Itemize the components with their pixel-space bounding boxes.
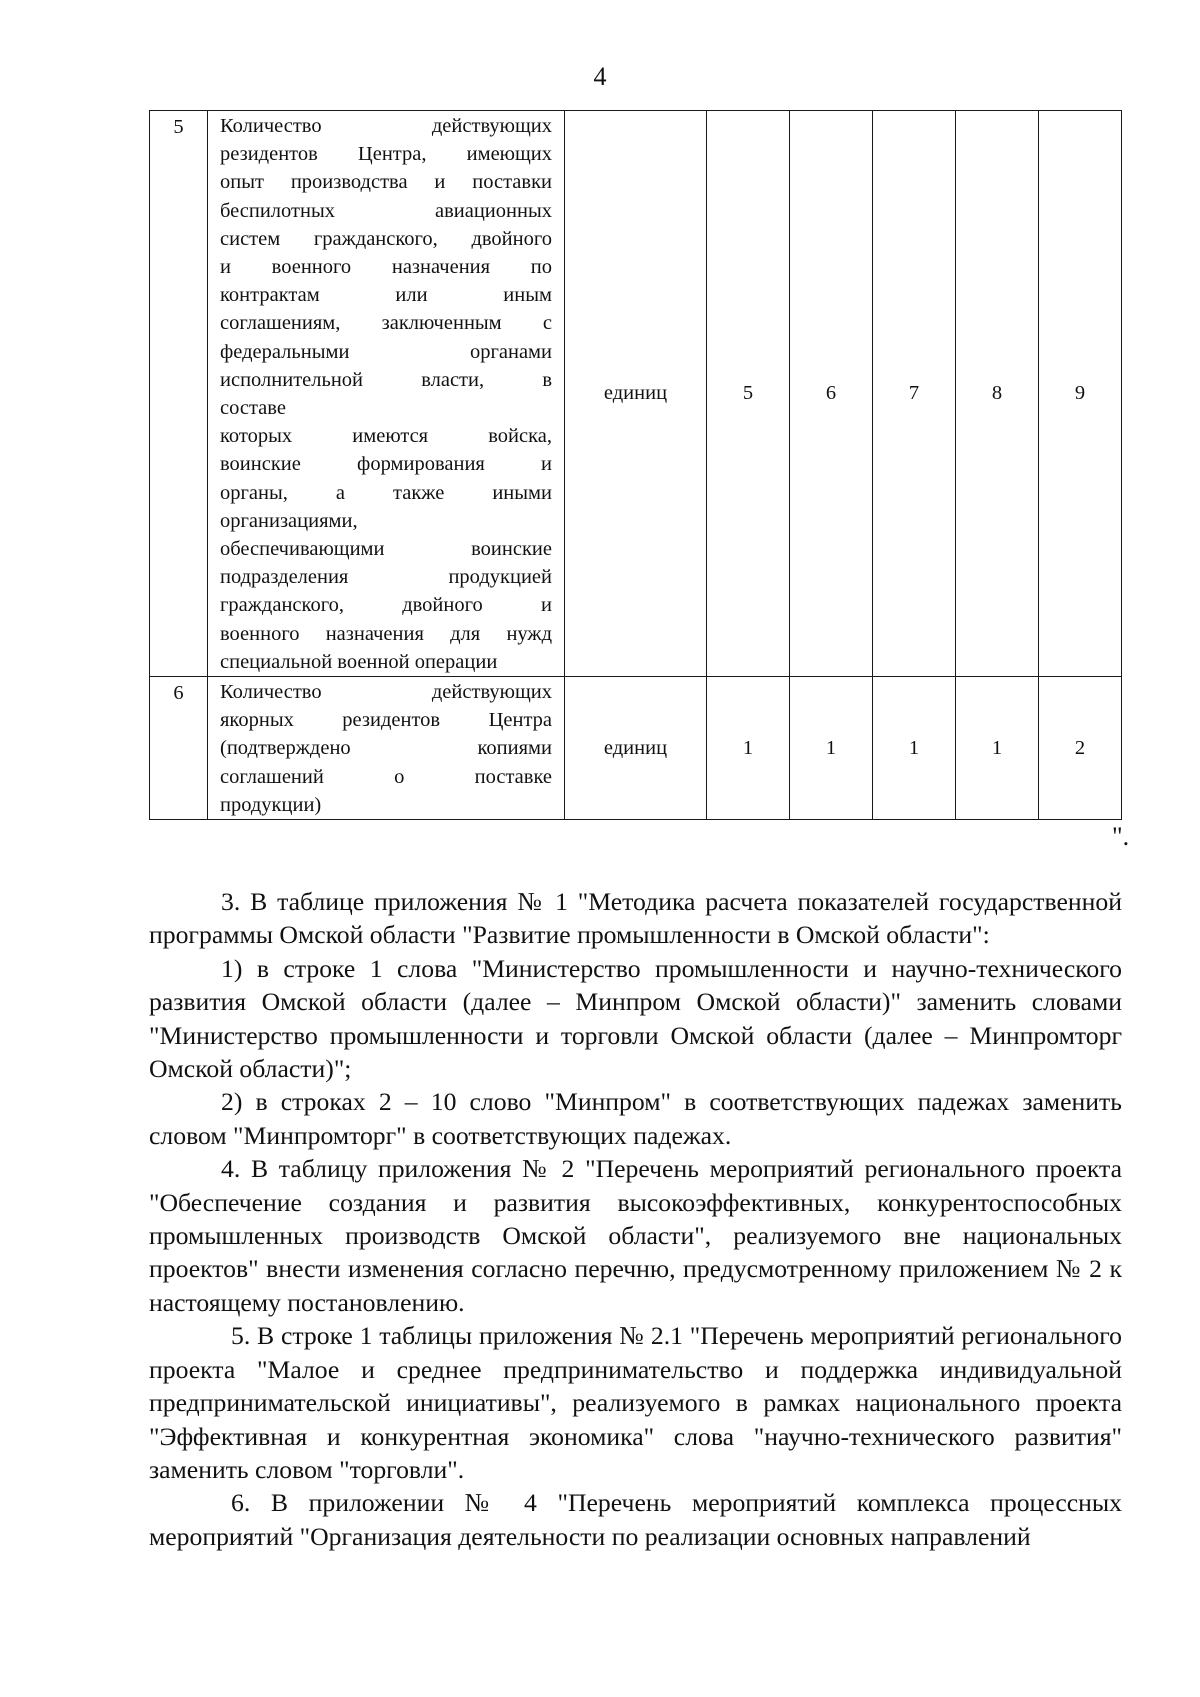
indicator-name-line: исполнительной власти, в [220, 368, 552, 391]
indicators-table [149, 110, 1122, 820]
indicator-name-line: систем гражданского, двойного [220, 227, 552, 250]
table-row [150, 677, 1122, 820]
table-row [150, 111, 1122, 677]
page-number: 4 [593, 62, 607, 91]
value-cell: 9 [1039, 111, 1122, 677]
value-cell: 7 [873, 111, 956, 677]
value-cell: 6 [790, 111, 873, 677]
indicator-name-line: федеральными органами [220, 340, 552, 363]
indicator-name-line: которых имеются войска, [220, 425, 552, 448]
paragraph-6: 6. В приложении № 4 "Перечень мероприятий комплекса процессных мероприятий "Организация деятельности по реализации основных направлений [149, 1488, 1122, 1551]
indicator-name-line: гражданского, двойного и [220, 594, 552, 617]
value-cell: 1 [790, 677, 873, 820]
indicator-name-line: опыт производства и поставки [220, 171, 552, 194]
unit-cell: единиц [565, 111, 707, 677]
paragraph-3-1: 1) в строке 1 слова "Министерство промышленности и научно-технического развития Омской области (далее – Минпром Омской области)" заменить словами "Министерство промышленности и торговли Омской области (далее – Минпромторг Омской области)"; [149, 953, 1122, 1084]
value-cell: 1 [873, 677, 956, 820]
value-cell: 1 [707, 677, 790, 820]
indicator-name-line: соглашений о поставке [220, 765, 552, 788]
value-cell: 1 [956, 677, 1039, 820]
value-cell: 5 [707, 111, 790, 677]
indicator-name-line: беспилотных авиационных [220, 199, 552, 222]
indicator-name-line: организациями, [220, 509, 358, 532]
indicator-name-line: воинские формирования и [220, 453, 552, 476]
row-number: 6 [150, 677, 208, 820]
indicator-name-line: подразделения продукцией [220, 566, 552, 589]
indicator-name [208, 677, 565, 820]
indicator-name [208, 111, 565, 677]
indicator-name-line: резидентов Центра, имеющих [220, 143, 552, 166]
indicator-name-line: соглашениям, заключенным с [220, 312, 552, 335]
indicator-name-line: военного назначения для нужд [220, 622, 552, 645]
indicator-name-line: обеспечивающими воинские [220, 538, 552, 561]
closing-quote: ". [1112, 822, 1130, 851]
paragraph-5: 5. В строке 1 таблицы приложения № 2.1 "Перечень мероприятий регионального проекта "Малое и среднее предпринимательство и поддержка индивидуальной предпринимательской инициативы", реализуемого в рамках национального проекта "Эффективная и конкурентная экономика" слова "научно-технического развития" заменить словом "торговли". [149, 1321, 1122, 1484]
amendments-text [149, 885, 1122, 1553]
value-cell: 8 [956, 111, 1039, 677]
indicator-name-line: продукции) [220, 793, 322, 816]
paragraph-4: 4. В таблицу приложения № 2 "Перечень мероприятий регионального проекта "Обеспечение создания и развития высокоэффективных, конкурентоспособных промышленных производств Омской области", реализуемого вне национальных проектов" внести изменения согласно перечню, предусмотренному приложением № 2 к настоящему постановлению. [149, 1154, 1122, 1317]
indicator-name-line: (подтверждено копиями [220, 737, 552, 760]
indicator-name-line: Количество действующих [220, 115, 552, 137]
indicator-name-line: Количество действующих [220, 681, 552, 704]
paragraph-3-2: 2) в строках 2 – 10 слово "Минпром" в соответствующих падежах заменить словом "Минпромторг" в соответствующих падежах. [149, 1087, 1122, 1150]
indicator-name-line: органы, а также иными [220, 481, 552, 504]
indicator-name-line: якорных резидентов Центра [220, 709, 552, 732]
row-number: 5 [150, 111, 208, 677]
indicator-name-line: специальной военной операции [220, 650, 498, 673]
indicator-name-line: и военного назначения по [220, 256, 552, 279]
indicator-name-line: контрактам или иным [220, 284, 552, 307]
indicator-name-line: составе [220, 397, 286, 420]
unit-cell: единиц [565, 677, 707, 820]
value-cell: 2 [1039, 677, 1122, 820]
paragraph-3: 3. В таблице приложения № 1 "Методика расчета показателей государственной программы Омской области "Развитие промышленности в Омской области": [149, 887, 1122, 950]
